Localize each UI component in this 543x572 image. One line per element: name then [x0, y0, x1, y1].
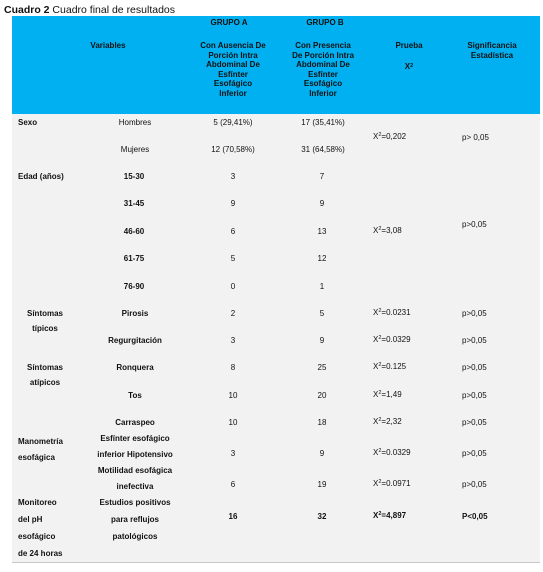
cell-e3-a: 6 — [230, 227, 236, 236]
caption-label: Cuadro 2 — [4, 4, 50, 16]
cell-motilidad-b: 19 — [317, 480, 327, 489]
cell-regurgitacion-a: 3 — [230, 336, 236, 345]
cell-regurgitacion-test: $X^2=0.0329$ — [373, 335, 411, 344]
header-variables: Variables — [90, 41, 126, 50]
cell-pirosis-sig: p>0,05 — [462, 309, 487, 318]
cell-tos: Tos — [128, 391, 142, 400]
cell-ronquera: Ronquera — [116, 363, 154, 372]
cell-esfinter-sig: p>0,05 — [462, 449, 487, 458]
cell-ronquera-b: 25 — [317, 363, 327, 372]
cell-carraspeo-a: 10 — [228, 418, 238, 427]
cell-e1-a: 3 — [230, 172, 236, 181]
cell-estudios: Estudios positivos para reflujos patológicos — [99, 498, 171, 541]
cell-estudios-b: 32 — [317, 512, 327, 521]
cell-esfinter: Esfínter esofágico inferior Hipotensivo — [97, 434, 173, 459]
cell-regurgitacion-b: 9 — [319, 336, 325, 345]
cell-carraspeo: Carraspeo — [115, 418, 155, 427]
header-grupo-a: GRUPO A — [210, 18, 248, 27]
cell-e3-b: 13 — [317, 227, 327, 236]
cell-motilidad-a: 6 — [230, 480, 236, 489]
cell-e1-b: 7 — [319, 172, 325, 181]
cell-pirosis: Pirosis — [121, 309, 149, 318]
cell-ronquera-sig: p>0,05 — [462, 363, 487, 372]
cell-pirosis-test: $X^2=0.0231$ — [373, 308, 411, 317]
cell-hombres-a: 5 (29,41%) — [213, 118, 253, 127]
cell-estudios-sig: P<0,05 — [462, 512, 488, 521]
cell-e4-a: 5 — [230, 254, 236, 263]
label-sintomas-atipicos: Síntomas atípicos — [26, 363, 64, 387]
cell-estudios-test: $X^2=4,897$ — [373, 511, 407, 520]
cell-tos-test: $X^2=1,49$ — [373, 390, 402, 399]
cell-e5-b: 1 — [319, 282, 325, 291]
cell-mujeres: Mujeres — [120, 145, 150, 154]
cell-esfinter-a: 3 — [230, 449, 236, 458]
label-sintomas-tipicos: Síntomas típicos — [26, 309, 64, 333]
cell-edad-sig: p>0,05 — [462, 220, 487, 229]
cell-e3: 46-60 — [123, 227, 145, 236]
header-grupo-b: GRUPO B — [306, 18, 344, 27]
header-prueba: Prueba — [395, 41, 423, 50]
table-header — [12, 16, 540, 114]
cell-e5: 76-90 — [123, 282, 145, 291]
cell-sexo-test: $X^2=0,202$ — [373, 132, 407, 141]
header-prueba-x2: $X^2$ — [404, 62, 414, 71]
table-body — [12, 114, 540, 563]
header-grupo-a-desc: Con Ausencia De Porción Intra Abdominal De Esfínter Esofágico Inferior — [200, 41, 266, 98]
label-monitoreo: Monitoreo del pH esofágico de 24 horas — [18, 498, 63, 558]
label-edad: Edad (años) — [18, 172, 64, 181]
cell-e4-b: 12 — [317, 254, 327, 263]
cell-pirosis-a: 2 — [230, 309, 236, 318]
cell-tos-sig: p>0,05 — [462, 391, 487, 400]
cell-e2: 31-45 — [123, 199, 145, 208]
cell-motilidad-sig: p>0,05 — [462, 480, 487, 489]
cell-carraspeo-test: $X^2=2,32$ — [373, 417, 402, 426]
cell-esfinter-test: $X^2=0.0329$ — [373, 448, 411, 457]
cell-ronquera-a: 8 — [230, 363, 236, 372]
cell-tos-b: 20 — [317, 391, 327, 400]
cell-mujeres-b: 31 (64,58%) — [301, 145, 345, 154]
cell-esfinter-b: 9 — [319, 449, 325, 458]
cell-ronquera-test: $X^2=0.125$ — [373, 362, 407, 371]
cell-estudios-a: 16 — [228, 512, 238, 521]
cell-edad-test: $X^2=3,08$ — [373, 226, 402, 235]
cell-carraspeo-sig: p>0,05 — [462, 418, 487, 427]
cell-tos-a: 10 — [228, 391, 238, 400]
cell-e4: 61-75 — [123, 254, 145, 263]
cell-e2-a: 9 — [230, 199, 236, 208]
cell-sexo-sig: p> 0,05 — [462, 133, 489, 142]
cell-hombres-b: 17 (35,41%) — [301, 118, 345, 127]
label-manometria: Manometría esofágica — [18, 437, 63, 462]
cell-motilidad-test: $X^2=0.0971$ — [373, 479, 411, 488]
cell-regurgitacion-sig: p>0,05 — [462, 336, 487, 345]
caption-text: Cuadro final de resultados — [49, 4, 176, 16]
cell-regurgitacion: Regurgitación — [108, 336, 162, 345]
cell-carraspeo-b: 18 — [317, 418, 327, 427]
cell-e2-b: 9 — [319, 199, 325, 208]
label-sexo: Sexo — [18, 118, 38, 127]
cell-mujeres-a: 12 (70,58%) — [211, 145, 255, 154]
cell-e1: 15-30 — [123, 172, 145, 181]
table-caption — [4, 4, 175, 16]
cell-motilidad: Motilidad esofágica inefectiva — [97, 466, 173, 491]
header-grupo-b-desc: Con Presencia De Porción Intra Abdominal De Esfínter Esofágico Inferior — [292, 41, 354, 98]
cell-e5-a: 0 — [230, 282, 236, 291]
cell-hombres: Hombres — [118, 118, 152, 127]
cell-pirosis-b: 5 — [319, 309, 325, 318]
header-significancia: Significancia Estadística — [467, 41, 517, 60]
